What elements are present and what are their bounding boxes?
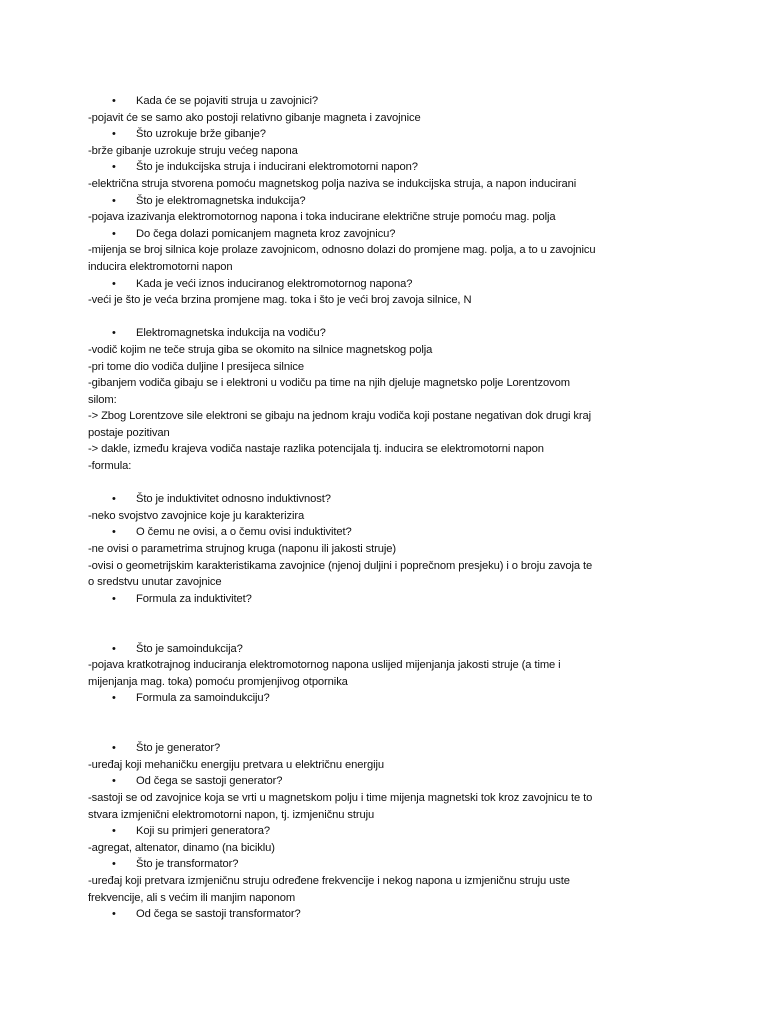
answer-line: -vodič kojim ne teče struja giba se okomito na silnice magnetskog polja xyxy=(88,343,433,356)
question-bullet: • Od čega se sastoji generator? xyxy=(88,773,688,790)
answer-line: -> dakle, između krajeva vodiča nastaje razlika potencijala tj. inducira se elektromotorni napon xyxy=(88,443,544,456)
blank-line xyxy=(88,309,688,326)
answer-line: -uređaj koji mehaničku energiju pretvara u električnu energiju xyxy=(88,758,385,771)
answer-line: -veći je što je veća brzina promjene mag. toka i što je veći broj zavoja silnice, N xyxy=(88,294,472,307)
answer-line: -neko svojstvo zavojnice koje ju karakterizira xyxy=(88,509,305,522)
answer-line: postaje pozitivan xyxy=(88,426,170,439)
answer-line: -pojava kratkotrajnog induciranja elektromotornog napona uslijed mijenjanja jakosti struje (a time i xyxy=(88,659,561,672)
answer-line: frekvencije, ali s većim ili manjim naponom xyxy=(88,891,296,904)
answer-line: -električna struja stvorena pomoću magnetskog polja naziva se indukcijska struja, a napon inducirani xyxy=(88,177,577,190)
question-bullet: • Što je induktivitet odnosno induktivnost? xyxy=(88,491,688,508)
answer-line: -sastoji se od zavojnice koja se vrti u magnetskom polju i time mijenja magnetski tok kroz zavojnicu te to xyxy=(88,791,593,804)
question-bullet: • O čemu ne ovisi, a o čemu ovisi induktivitet? xyxy=(88,524,688,541)
question-bullet: • Što je elektromagnetska indukcija? xyxy=(88,193,688,210)
document-body xyxy=(88,93,688,923)
answer-line: mijenjanja mag. toka) pomoću promjenjivog otpornika xyxy=(88,675,348,688)
question-bullet: • Elektromagnetska indukcija na vodiču? xyxy=(88,325,688,342)
question-bullet: • Što je transformator? xyxy=(88,856,688,873)
answer-line: -brže gibanje uzrokuje struju većeg napona xyxy=(88,144,298,157)
answer-line: -pri tome dio vodiča duljine l presijeca silnice xyxy=(88,360,304,373)
answer-line: -ovisi o geometrijskim karakteristikama zavojnice (njenoj duljini i poprečnom presjeku) i o broju zavoja te xyxy=(88,559,593,572)
question-bullet: • Što je samoindukcija? xyxy=(88,641,688,658)
blank-line xyxy=(88,707,688,740)
answer-line: -mijenja se broj silnica koje prolaze zavojnicom, odnosno dolazi do promjene mag. polja, a to u zavojnicu xyxy=(88,244,596,257)
answer-line: -formula: xyxy=(88,460,132,473)
answer-line: -gibanjem vodiča gibaju se i elektroni u vodiču pa time na njih djeluje magnetsko polje Lorentzovom xyxy=(88,377,571,390)
question-bullet: • Što uzrokuje brže gibanje? xyxy=(88,126,688,143)
answer-line: o sredstvu unutar zavojnice xyxy=(88,576,222,589)
blank-line xyxy=(88,475,688,492)
question-bullet: • Kada će se pojaviti struja u zavojnici? xyxy=(88,93,688,110)
question-bullet: • Što je generator? xyxy=(88,740,688,757)
question-bullet: • Koji su primjeri generatora? xyxy=(88,823,688,840)
answer-line: silom: xyxy=(88,393,117,406)
answer-line: -ne ovisi o parametrima strujnog kruga (naponu ili jakosti struje) xyxy=(88,543,397,556)
answer-line: inducira elektromotorni napon xyxy=(88,260,233,273)
question-bullet: • Što je indukcijska struja i inducirani elektromotorni napon? xyxy=(88,159,688,176)
question-bullet: • Do čega dolazi pomicanjem magneta kroz zavojnicu? xyxy=(88,226,688,243)
blank-line xyxy=(88,607,688,640)
answer-line: -pojava izazivanja elektromotornog napona i toka inducirane električne struje pomoću mag. polja xyxy=(88,211,556,224)
question-bullet: • Od čega se sastoji transformator? xyxy=(88,906,688,923)
question-bullet: • Formula za samoindukciju? xyxy=(88,690,688,707)
answer-line: stvara izmjenični elektromotorni napon, tj. izmjeničnu struju xyxy=(88,808,375,821)
answer-line: -> Zbog Lorentzove sile elektroni se gibaju na jednom kraju vodiča koji postane negativan dok drugi kraj xyxy=(88,410,591,423)
answer-line: -uređaj koji pretvara izmjeničnu struju određene frekvencije i nekog napona u izmjeničnu struju uste xyxy=(88,874,570,887)
question-bullet: • Kada je veći iznos induciranog elektromotornog napona? xyxy=(88,276,688,293)
question-bullet: • Formula za induktivitet? xyxy=(88,591,688,608)
answer-line: -pojavit će se samo ako postoji relativno gibanje magneta i zavojnice xyxy=(88,111,421,124)
answer-line: -agregat, altenator, dinamo (na biciklu) xyxy=(88,841,275,854)
